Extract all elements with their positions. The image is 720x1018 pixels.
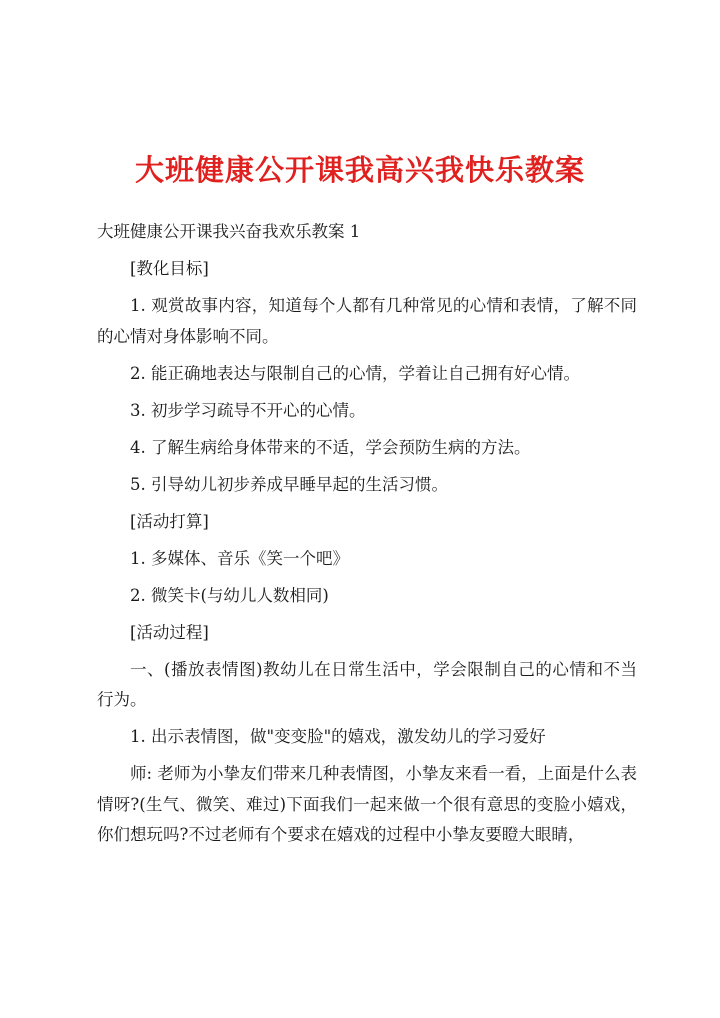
paragraph: 1. 观赏故事内容，知道每个人都有几种常见的心情和表情，了解不同的心情对身体影响不同。	[97, 296, 637, 346]
paragraph: 一、(播放表情图)教幼儿在日常生活中，学会限制自己的心情和不当行为。	[97, 659, 637, 709]
paragraph: 1. 多媒体、音乐《笑一个吧》	[130, 548, 349, 568]
paragraph: 1. 出示表情图，做"变变脸"的嬉戏，激发幼儿的学习爱好	[130, 727, 546, 746]
paragraph: [活动过程]	[130, 622, 209, 642]
paragraph: 5. 引导幼儿初步养成早睡早起的生活习惯。	[130, 474, 448, 494]
document-title: 大班健康公开课我高兴我快乐教案	[134, 153, 585, 187]
document-body	[97, 217, 637, 857]
paragraph: [教化目标]	[130, 259, 209, 278]
paragraph: 4. 了解生病给身体带来的不适，学会预防生病的方法。	[130, 437, 531, 457]
paragraph: 2. 能正确地表达与限制自己的心情，学着让自己拥有好心情。	[130, 363, 580, 383]
paragraph: 2. 微笑卡(与幼儿人数相同)	[130, 585, 329, 605]
paragraph: [活动打算]	[130, 511, 209, 531]
section-heading: 大班健康公开课我兴奋我欢乐教案 1	[97, 222, 361, 241]
paragraph: 师: 老师为小挚友们带来几种表情图，小挚友来看一看，上面是什么表情呀?(生气、微笑、难过)下面我们一起来做一个很有意思的变脸小嬉戏，你们想玩吗?不过老师有个要求在嬉戏的过程中小挚友要瞪大眼睛，	[97, 764, 637, 844]
paragraph: 3. 初步学习疏导不开心的心情。	[130, 400, 366, 420]
